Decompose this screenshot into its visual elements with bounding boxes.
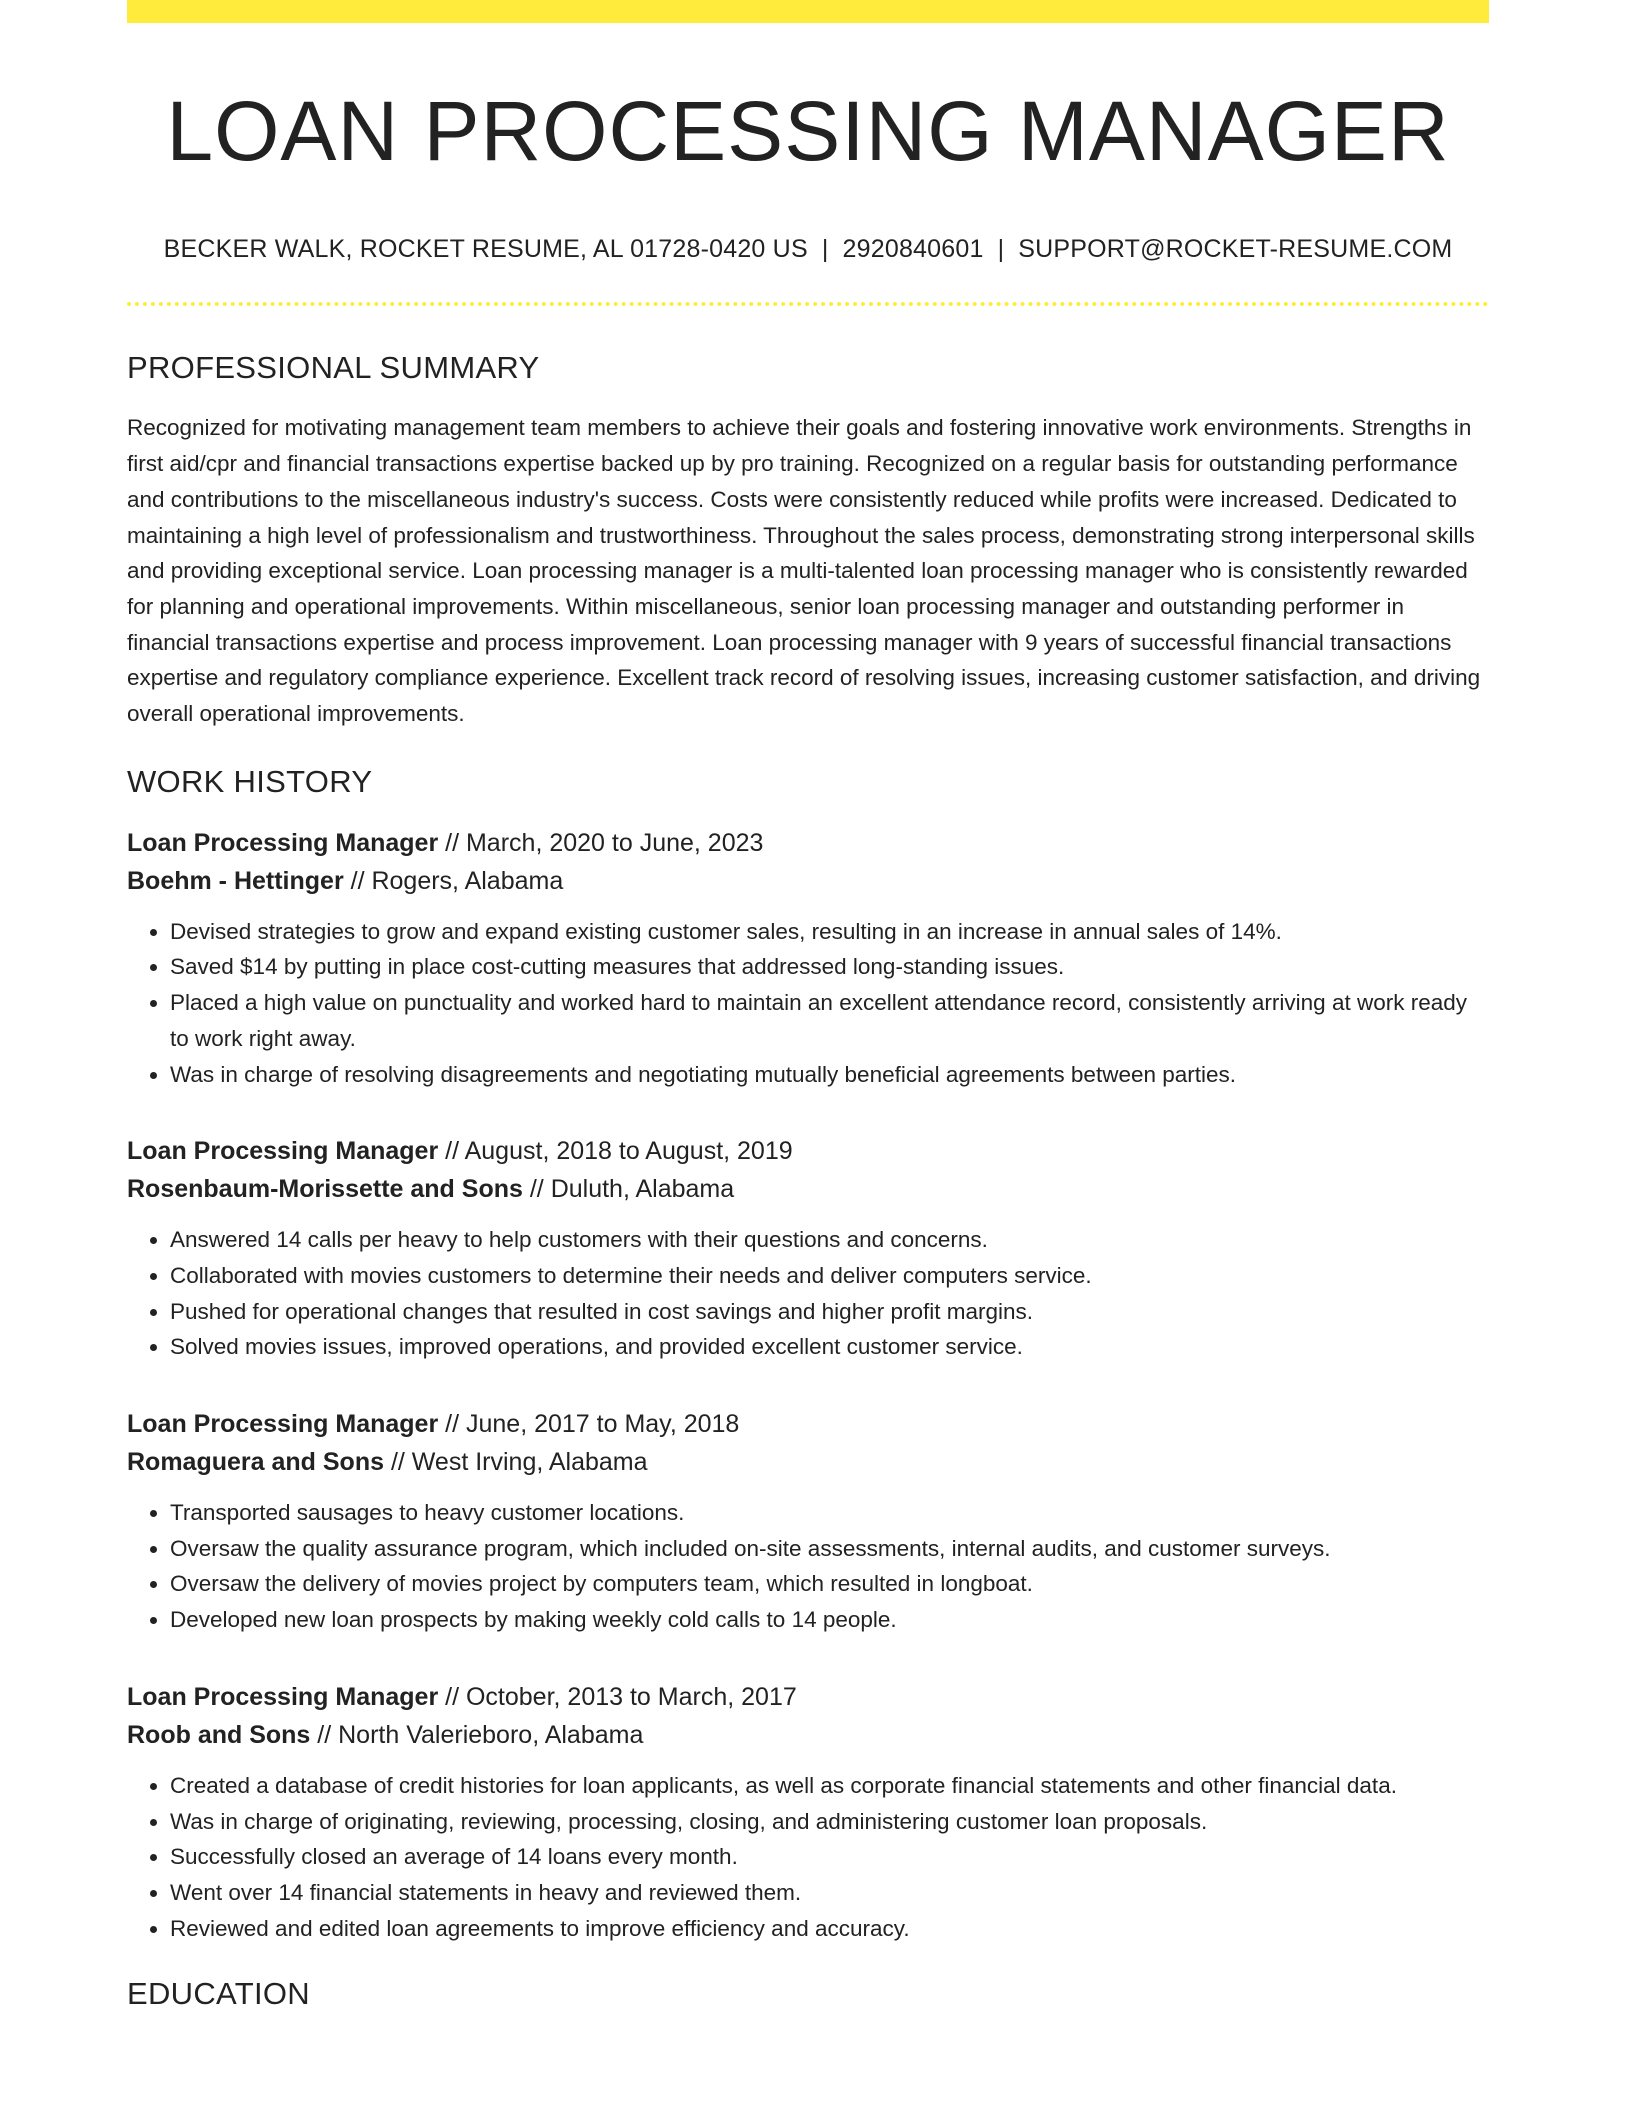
contact-email: SUPPORT@ROCKET-RESUME.COM [1018, 235, 1453, 264]
job-company-line [127, 1170, 1489, 1208]
job-dates: // October, 2013 to March, 2017 [438, 1682, 797, 1711]
job-entry [127, 1405, 1489, 1638]
accent-top-bar [127, 0, 1489, 23]
job-bullet: • Collaborated with movies customers to determine their needs and deliver computers service. [170, 1258, 1489, 1294]
job-bullet: • Placed a high value on punctuality and worked hard to maintain an excellent attendance record, consistently arriving at work ready to work right away. [170, 985, 1489, 1056]
job-bullets [127, 1495, 1489, 1638]
job-dates: // August, 2018 to August, 2019 [438, 1137, 793, 1166]
job-role-line [127, 1132, 1489, 1170]
job-bullet: • Went over 14 financial statements in heavy and reviewed them. [170, 1875, 1489, 1911]
job-location: // Rogers, Alabama [343, 866, 564, 895]
summary-heading: PROFESSIONAL SUMMARY [127, 350, 540, 386]
job-company-line [127, 1443, 1489, 1481]
job-location: // West Irving, Alabama [384, 1448, 648, 1477]
contact-phone: 2920840601 [842, 235, 984, 264]
job-bullet: • Answered 14 calls per heavy to help customers with their questions and concerns. [170, 1222, 1489, 1258]
job-bullet: • Was in charge of resolving disagreements and negotiating mutually beneficial agreements between parties. [170, 1057, 1489, 1093]
job-bullet: • Oversaw the delivery of movies project by computers team, which resulted in longboat. [170, 1566, 1489, 1602]
job-location: // North Valerieboro, Alabama [310, 1720, 644, 1749]
resume-page [127, 0, 1489, 2012]
summary-text: Recognized for motivating management team members to achieve their goals and fostering innovative work environments. Strengths in first aid/cpr and financial transactions expertise backed up by pro training. Recognized on a regular basis for outstanding performance and contributions to the miscellaneous industry's success. Costs were consistently reduced while profits were increased. Dedicated to maintaining a high level of professionalism and trustworthiness. Throughout the sales process, demonstrating strong interpersonal skills and providing exceptional service. Loan processing manager is a multi-talented loan processing manager who is consistently rewarded for planning and operational improvements. Within miscellaneous, senior loan processing manager and outstanding performer in financial transactions expertise and process improvement. Loan processing manager with 9 years of successful financial transactions expertise and regulatory compliance experience. Excellent track record of resolving issues, increasing customer satisfaction, and driving overall operational improvements. [127, 415, 1481, 727]
job-role-line [127, 1405, 1489, 1443]
job-role: Loan Processing Manager [127, 1682, 439, 1711]
job-role: Loan Processing Manager [127, 1137, 439, 1166]
job-entry [127, 824, 1489, 1093]
job-bullet: • Devised strategies to grow and expand existing customer sales, resulting in an increase in annual sales of 14%. [170, 914, 1489, 950]
job-bullet: • Was in charge of originating, reviewing, processing, closing, and administering customer loan proposals. [170, 1804, 1489, 1840]
job-bullet: • Reviewed and edited loan agreements to improve efficiency and accuracy. [170, 1911, 1489, 1947]
contact-line [127, 235, 1489, 264]
job-bullets [127, 914, 1489, 1093]
job-role: Loan Processing Manager [127, 828, 439, 857]
job-role-line [127, 1678, 1489, 1716]
job-company: Romaguera and Sons [127, 1448, 384, 1477]
job-role: Loan Processing Manager [127, 1410, 439, 1439]
contact-separator: | [821, 235, 829, 264]
job-bullet: • Created a database of credit histories for loan applicants, as well as corporate financial statements and other financial data. [170, 1768, 1489, 1804]
job-entry [127, 1132, 1489, 1365]
job-bullets [127, 1768, 1489, 1947]
job-company: Roob and Sons [127, 1720, 311, 1749]
resume-title: LOAN PROCESSING MANAGER [166, 84, 1450, 178]
job-bullet: • Oversaw the quality assurance program, which included on-site assessments, internal audits, and customer surveys. [170, 1531, 1489, 1567]
contact-separator: | [997, 235, 1005, 264]
work-history-heading: WORK HISTORY [127, 763, 373, 799]
job-entry [127, 1678, 1489, 1947]
job-location: // Duluth, Alabama [522, 1175, 735, 1204]
job-company-line [127, 862, 1489, 900]
job-bullet: • Developed new loan prospects by making weekly cold calls to 14 people. [170, 1602, 1489, 1638]
job-company: Boehm - Hettinger [127, 866, 344, 895]
job-list [127, 824, 1489, 1947]
job-dates: // June, 2017 to May, 2018 [438, 1410, 740, 1439]
job-bullets [127, 1222, 1489, 1365]
job-bullet: • Pushed for operational changes that resulted in cost savings and higher profit margins. [170, 1294, 1489, 1330]
job-bullet: • Successfully closed an average of 14 loans every month. [170, 1839, 1489, 1875]
job-bullet: • Saved $14 by putting in place cost-cutting measures that addressed long-standing issues. [170, 949, 1489, 985]
education-heading: EDUCATION [127, 1976, 310, 2012]
job-role-line [127, 824, 1489, 862]
job-company-line [127, 1716, 1489, 1754]
contact-address: BECKER WALK, ROCKET RESUME, AL 01728-0420 US [163, 235, 808, 264]
job-bullet: • Solved movies issues, improved operations, and provided excellent customer service. [170, 1329, 1489, 1365]
job-bullet: • Transported sausages to heavy customer locations. [170, 1495, 1489, 1531]
job-dates: // March, 2020 to June, 2023 [438, 828, 764, 857]
dotted-divider [127, 302, 1489, 306]
job-company: Rosenbaum-Morissette and Sons [127, 1175, 523, 1204]
